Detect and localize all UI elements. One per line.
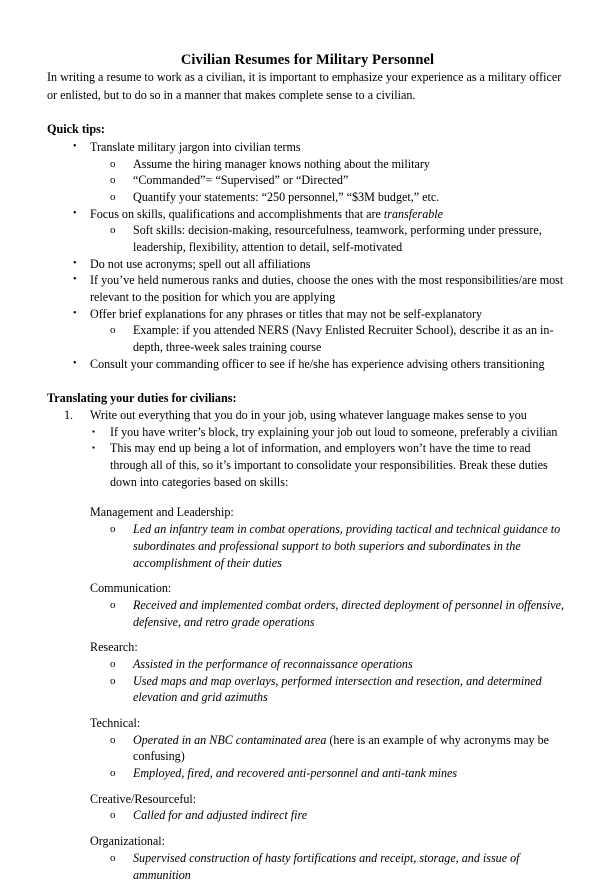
list-item-text <box>133 850 568 883</box>
list-item <box>47 156 568 173</box>
category-heading: Research: <box>90 640 138 655</box>
list-item-text: Quantify your statements: “250 personnel,” “$3M budget,” etc. <box>133 189 440 204</box>
category-heading: Technical: <box>90 716 141 731</box>
list-item-text <box>133 765 568 782</box>
list-item-text <box>133 732 568 765</box>
list-item-text: Offer brief explanations for any phrases or titles that may not be self-explanatory <box>90 306 483 321</box>
list-item-text <box>90 206 568 223</box>
bullet-disc-icon: • <box>73 357 77 369</box>
bullet-circle-icon: o <box>110 598 116 611</box>
list-item-text: Write out everything that you do in your job, using whatever language makes sense to you <box>90 408 527 423</box>
list-item-text: Consult your commanding officer to see if he/she has experience advising others transitioning <box>90 356 545 371</box>
list-item-text: Assume the hiring manager knows nothing about the military <box>133 156 430 171</box>
list-item <box>47 356 568 373</box>
bullet-circle-icon: o <box>110 324 116 337</box>
example-italic: Assisted in the performance of reconnaissance operations <box>133 656 413 671</box>
intro-paragraph: In writing a resume to work as a civilian, it is important to emphasize your experience as a military officer or enlisted, but to do so in a manner that makes complete sense to a civilian. <box>47 70 562 102</box>
example-italic: Called for and adjusted indirect fire <box>133 808 308 823</box>
quick-tips-heading: Quick tips: <box>47 122 105 137</box>
bullet-disc-icon: • <box>73 140 77 152</box>
bullet-circle-icon: o <box>110 851 116 864</box>
list-item <box>47 172 568 189</box>
bullet-circle-icon: o <box>110 190 116 203</box>
list-item-text <box>133 521 568 571</box>
list-item <box>47 272 568 305</box>
list-item-text: If you have writer’s block, try explaining your job out loud to someone, preferably a civilian <box>110 424 558 439</box>
list-item <box>47 440 568 490</box>
example-italic: Used maps and map overlays, performed intersection and resection, and determined elevation and grid azimuths <box>133 673 542 705</box>
bullet-circle-icon: o <box>110 657 116 670</box>
list-item <box>47 597 568 630</box>
list-item-text: Translate military jargon into civilian terms <box>90 139 301 154</box>
list-item <box>47 322 568 355</box>
list-item-text <box>133 673 568 706</box>
list-item <box>47 765 568 782</box>
example-italic: Received and implemented combat orders, directed deployment of personnel in offensive, defensive, and retro grade operations <box>133 597 564 629</box>
list-item <box>47 189 568 206</box>
list-item-text <box>133 807 568 824</box>
bullet-circle-icon: o <box>110 224 116 237</box>
list-number: 1. <box>64 408 74 423</box>
bullet-circle-icon: o <box>110 157 116 170</box>
bullet-square-icon: ▪ <box>92 426 95 436</box>
numbered-list-item <box>47 407 568 424</box>
bullet-circle-icon: o <box>110 674 116 687</box>
category-heading: Management and Leadership: <box>90 505 234 520</box>
bullet-circle-icon: o <box>110 809 116 822</box>
list-item <box>47 732 568 765</box>
bullet-circle-icon: o <box>110 523 116 536</box>
list-item-text <box>133 656 568 673</box>
list-item <box>47 306 568 323</box>
list-item-text: This may end up being a lot of information, and employers won’t have the time to read through all of this, so it’s important to consolidate your responsibilities. Break these duties down into categories based on skills: <box>110 441 548 489</box>
example-italic: Employed, fired, and recovered anti-personnel and anti-tank mines <box>133 766 458 781</box>
list-item <box>47 424 568 441</box>
list-item-text: Example: if you attended NERS (Navy Enlisted Recruiter School), describe it as an in-depth, three-week sales training course <box>133 323 554 355</box>
list-item-text: Do not use acronyms; spell out all affiliations <box>90 256 311 271</box>
list-item <box>47 807 568 824</box>
category-heading: Organizational: <box>90 834 166 849</box>
list-item-text-plain: Focus on skills, qualifications and accomplishments that are <box>90 206 384 221</box>
list-item <box>47 222 568 255</box>
list-item-text: “Commanded”= “Supervised” or “Directed” <box>133 173 349 188</box>
category-heading: Creative/Resourceful: <box>90 791 197 806</box>
category-heading: Communication: <box>90 581 172 596</box>
bullet-circle-icon: o <box>110 733 116 746</box>
list-item <box>47 673 568 706</box>
bullet-circle-icon: o <box>110 767 116 780</box>
example-italic: Led an infantry team in combat operations, providing tactical and technical guidance to subordinates and professional support to both superiors and subordinates in the accomplishment of their duties <box>133 522 561 570</box>
page-title: Civilian Resumes for Military Personnel <box>180 52 435 68</box>
list-item-text <box>133 597 568 630</box>
list-item <box>47 521 568 571</box>
bullet-disc-icon: • <box>73 307 77 319</box>
list-item <box>47 206 568 223</box>
example-italic: Supervised construction of hasty fortifications and receipt, storage, and issue of ammunition <box>133 850 520 882</box>
bullet-circle-icon: o <box>110 174 116 187</box>
bullet-disc-icon: • <box>73 257 77 269</box>
list-item <box>47 850 568 883</box>
list-item-text: Soft skills: decision-making, resourcefulness, teamwork, performing under pressure, leadership, flexibility, attention to detail, self-motivated <box>133 223 542 255</box>
translating-heading: Translating your duties for civilians: <box>47 390 237 405</box>
bullet-square-icon: ▪ <box>92 443 95 453</box>
bullet-disc-icon: • <box>73 274 77 286</box>
list-item-text: If you’ve held numerous ranks and duties, choose the ones with the most responsibilities/are most relevant to the position for which you are applying <box>90 273 564 305</box>
list-item <box>47 256 568 273</box>
bullet-disc-icon: • <box>73 207 77 219</box>
list-item <box>47 139 568 156</box>
list-item-text-emphasis: transferable <box>383 206 444 221</box>
list-item <box>47 656 568 673</box>
example-italic: Operated in an NBC contaminated area <box>133 732 330 747</box>
example-roman: (here is an example of why acronyms may be confusing) <box>133 732 550 764</box>
